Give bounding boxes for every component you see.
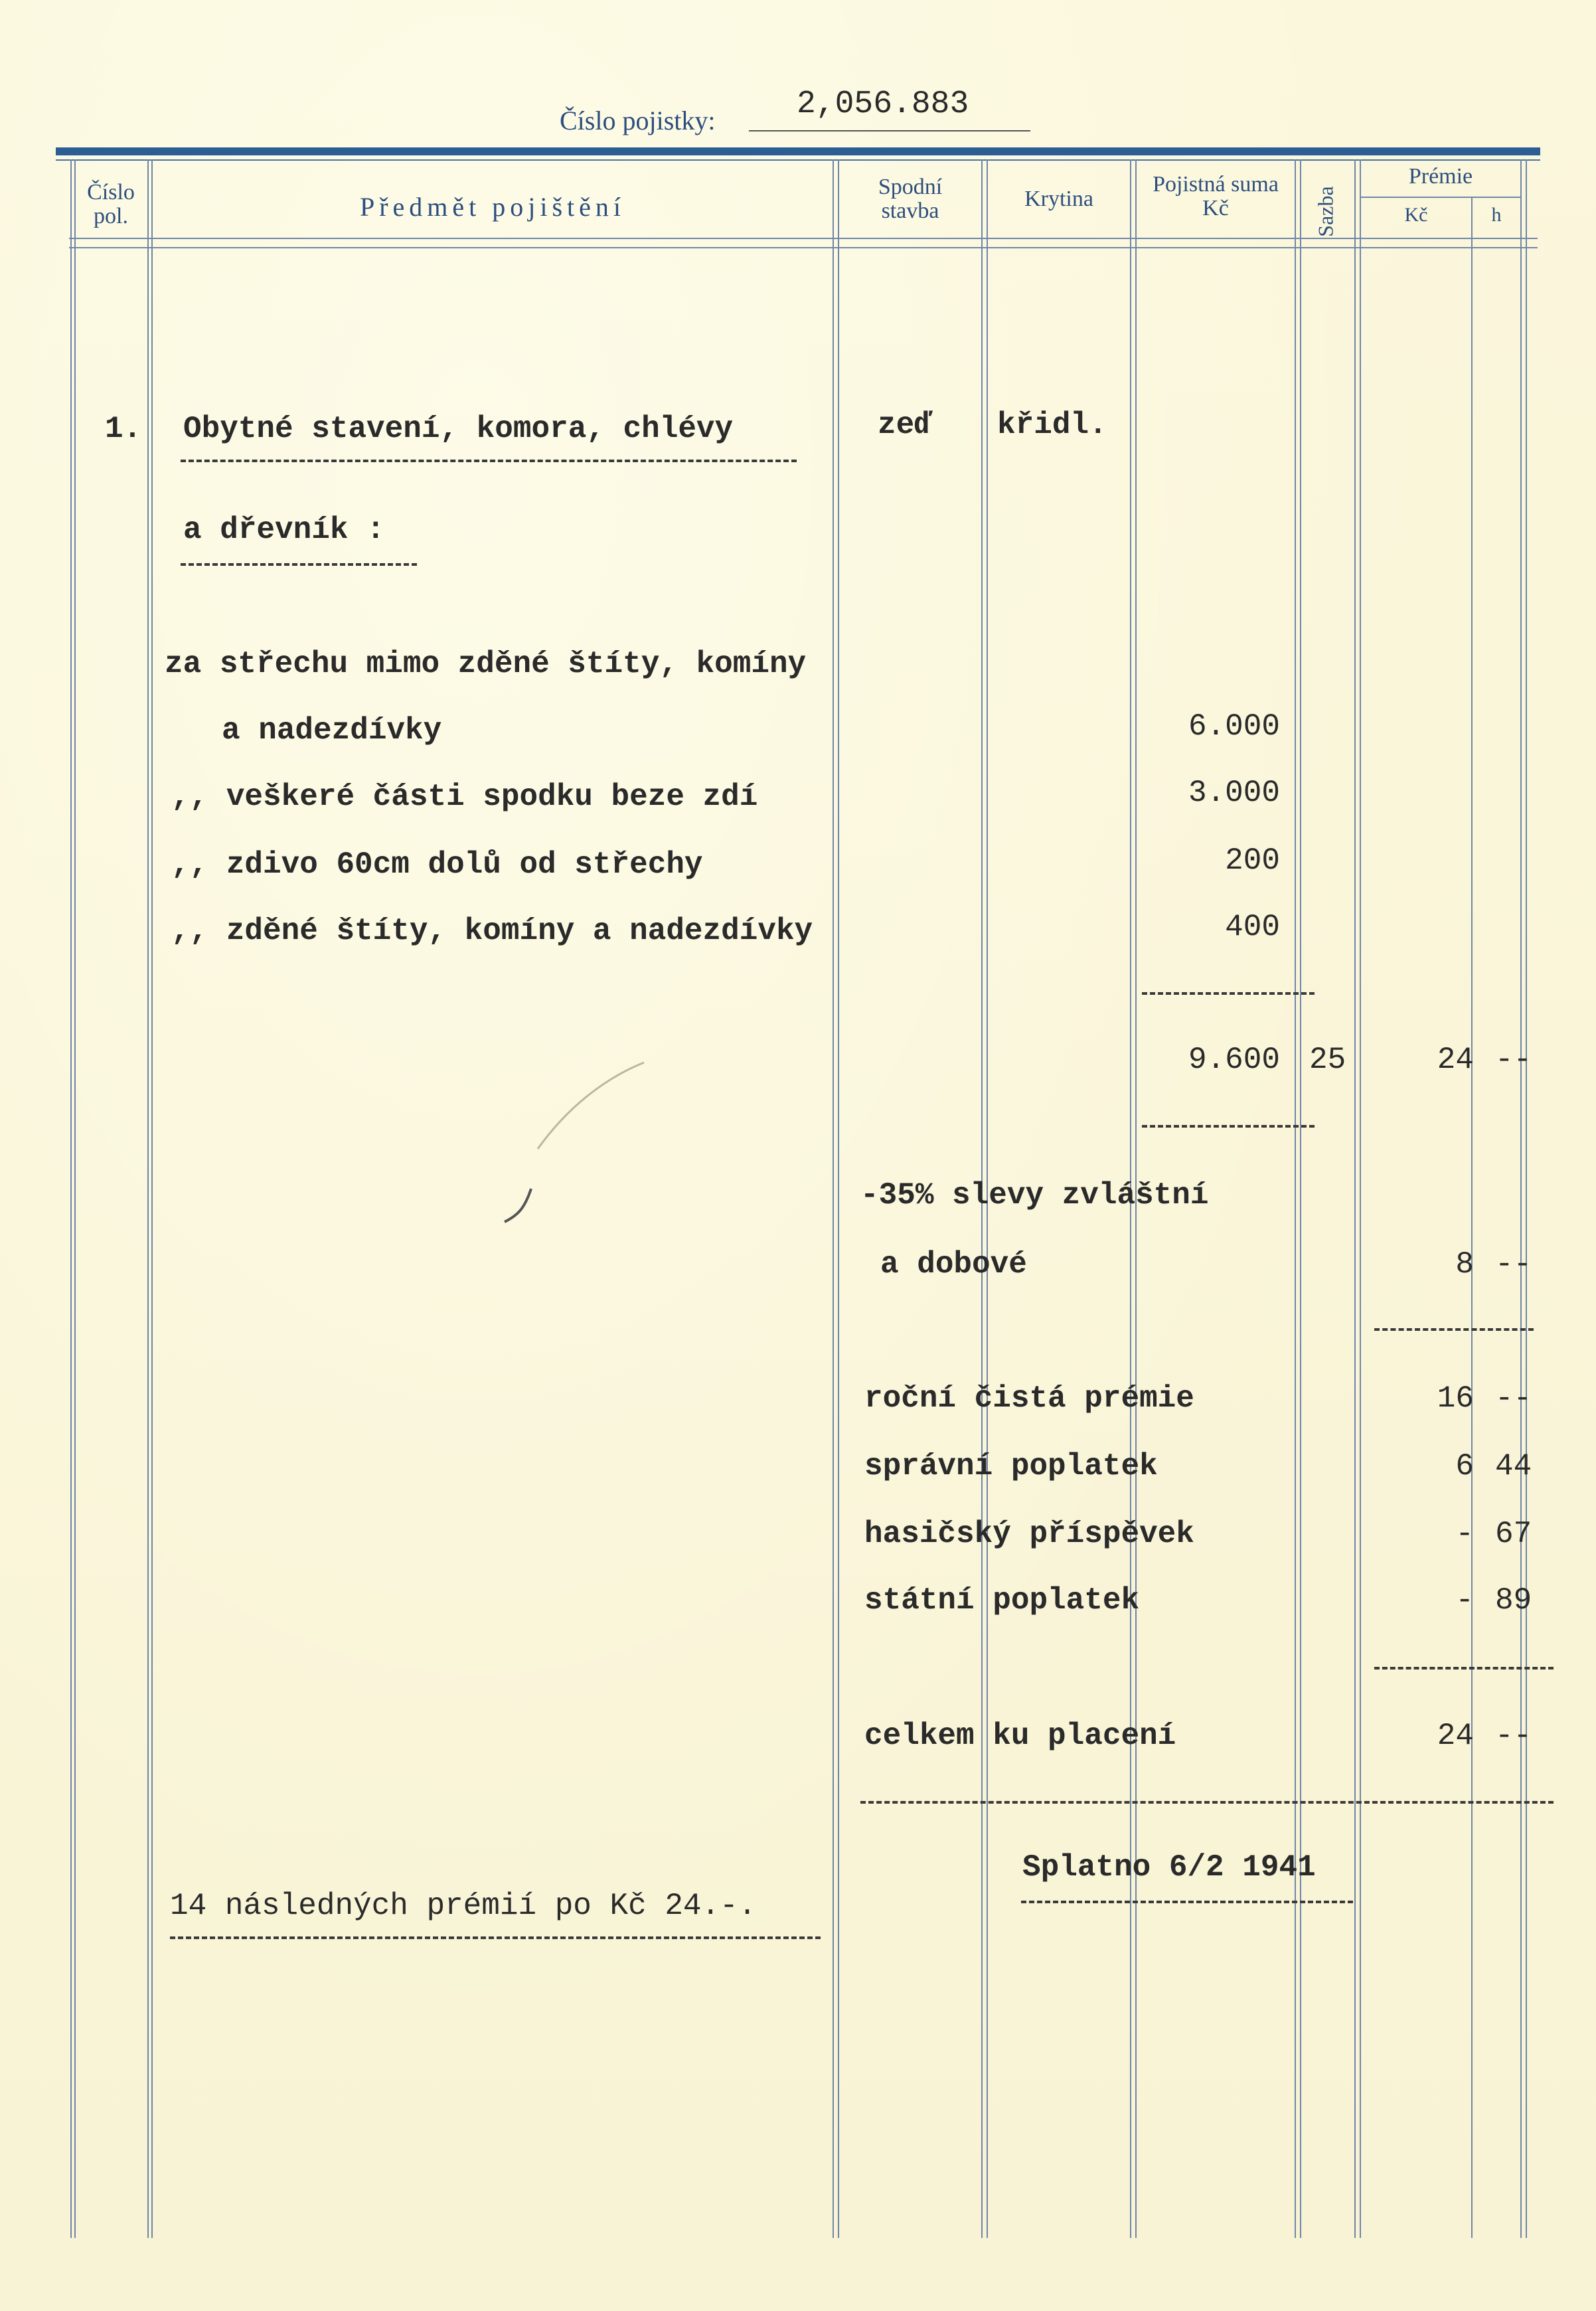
col-line-cislo <box>147 159 149 2238</box>
col-line-left-2 <box>74 159 76 2238</box>
total-label: celkem ku placení <box>864 1719 1176 1753</box>
col-line-right-2 <box>1526 159 1527 2238</box>
item-title2-underline <box>181 563 417 566</box>
item-sazba: 25 <box>1309 1043 1346 1077</box>
fee-kc-1: 6 <box>1455 1449 1474 1484</box>
discount-line2: a dobové <box>880 1247 1027 1282</box>
followup-underline <box>170 1936 821 1939</box>
item-total-sum: 9.600 <box>1188 1043 1280 1077</box>
fee-h-3: 89 <box>1495 1583 1532 1618</box>
fee-kc-2: - <box>1455 1517 1474 1551</box>
sum-separator-top <box>1142 992 1315 995</box>
policy-number-value: 2,056.883 <box>797 86 969 122</box>
header-bottom-line-2 <box>69 247 1538 248</box>
fee-label-2: hasičský příspěvek <box>864 1517 1194 1551</box>
col-line-predmet <box>833 159 834 2238</box>
item-krytina: křidl. <box>997 408 1107 442</box>
header-krytina: Krytina <box>1024 187 1093 211</box>
pencil-mark <box>465 1049 664 1248</box>
fee-label-1: správní poplatek <box>864 1449 1158 1484</box>
header-premie: Prémie <box>1408 164 1473 189</box>
header-predmet: Předmět pojištění <box>359 192 626 222</box>
discount-line1: -35% slevy zvláštní <box>860 1178 1209 1213</box>
header-pojistna-suma <box>1137 173 1295 220</box>
item-line-4: ,, zděné štíty, komíny a nadezdívky <box>171 914 813 948</box>
header-suma-line2: Kč <box>1202 195 1229 220</box>
col-line-left <box>70 159 72 2238</box>
item-line-1-amount: 6.000 <box>1188 709 1280 744</box>
col-line-suma-2 <box>1300 159 1301 2238</box>
col-line-sazba <box>1354 159 1356 2238</box>
item-premie-kc: 24 <box>1437 1043 1474 1077</box>
col-line-suma <box>1295 159 1296 2238</box>
item-line-3: ,, zdivo 60cm dolů od střechy <box>171 847 703 882</box>
item-line-2: ,, veškeré části spodku beze zdí <box>171 780 758 814</box>
fee-kc-0: 16 <box>1437 1381 1474 1416</box>
discount-kc: 8 <box>1455 1247 1474 1282</box>
table-top-rule <box>56 147 1540 155</box>
total-kc: 24 <box>1437 1719 1474 1753</box>
col-line-kc-h <box>1471 197 1473 2238</box>
item-line-2-amount: 3.000 <box>1188 776 1280 810</box>
col-line-cislo-2 <box>151 159 153 2238</box>
item-line-3-amount: 200 <box>1225 843 1280 878</box>
sum-separator-bottom <box>1142 1125 1315 1128</box>
fee-h-1: 44 <box>1495 1449 1532 1484</box>
fee-label-3: státní poplatek <box>864 1583 1140 1618</box>
policy-number-label: Číslo pojistky: <box>560 106 716 135</box>
fee-h-0: -- <box>1495 1381 1532 1416</box>
header-cislo-pol <box>76 181 146 228</box>
item-title-underline <box>181 460 797 462</box>
header-premie-kc: Kč <box>1404 204 1428 226</box>
discount-h: -- <box>1495 1247 1532 1282</box>
item-line-0: za střechu mimo zděné štíty, komíny <box>165 647 807 681</box>
col-line-right <box>1520 159 1522 2238</box>
header-spodni-line1: Spodní <box>878 175 943 199</box>
item-title2: a dřevník : <box>183 513 385 547</box>
fee-h-2: 67 <box>1495 1517 1532 1551</box>
item-line-1: a nadezdívky <box>222 713 442 748</box>
table-top-rule-thin <box>56 159 1540 161</box>
fees-separator <box>1374 1667 1554 1669</box>
due-date-underline <box>1021 1901 1353 1903</box>
item-premie-h: -- <box>1495 1043 1532 1077</box>
total-separator <box>860 1801 1554 1804</box>
item-title: Obytné stavení, komora, chlévy <box>183 412 734 446</box>
item-spodni: zeď <box>878 408 933 442</box>
fee-label-0: roční čistá prémie <box>864 1381 1194 1416</box>
header-sazba: Sazba <box>1313 186 1338 237</box>
col-line-sazba-2 <box>1360 159 1361 2238</box>
total-h: -- <box>1495 1719 1532 1753</box>
header-premie-h: h <box>1491 204 1502 226</box>
policy-number-underline <box>749 130 1030 131</box>
header-suma-line1: Pojistná suma <box>1153 172 1279 197</box>
item-number: 1. <box>105 412 142 446</box>
header-spodni-line2: stavba <box>881 198 939 223</box>
item-line-4-amount: 400 <box>1225 910 1280 944</box>
premie-subheader-line <box>1361 197 1520 198</box>
due-date: Splatno 6/2 1941 <box>1022 1850 1316 1885</box>
followup-premiums: 14 následných prémií po Kč 24.-. <box>170 1889 757 1923</box>
col-line-predmet-2 <box>838 159 839 2238</box>
header-spodni-stavba <box>839 175 981 222</box>
fee-kc-3: - <box>1455 1583 1474 1618</box>
header-cislo-line2: pol. <box>94 203 128 228</box>
discount-separator <box>1374 1328 1534 1331</box>
header-cislo-line1: Číslo <box>87 180 135 205</box>
